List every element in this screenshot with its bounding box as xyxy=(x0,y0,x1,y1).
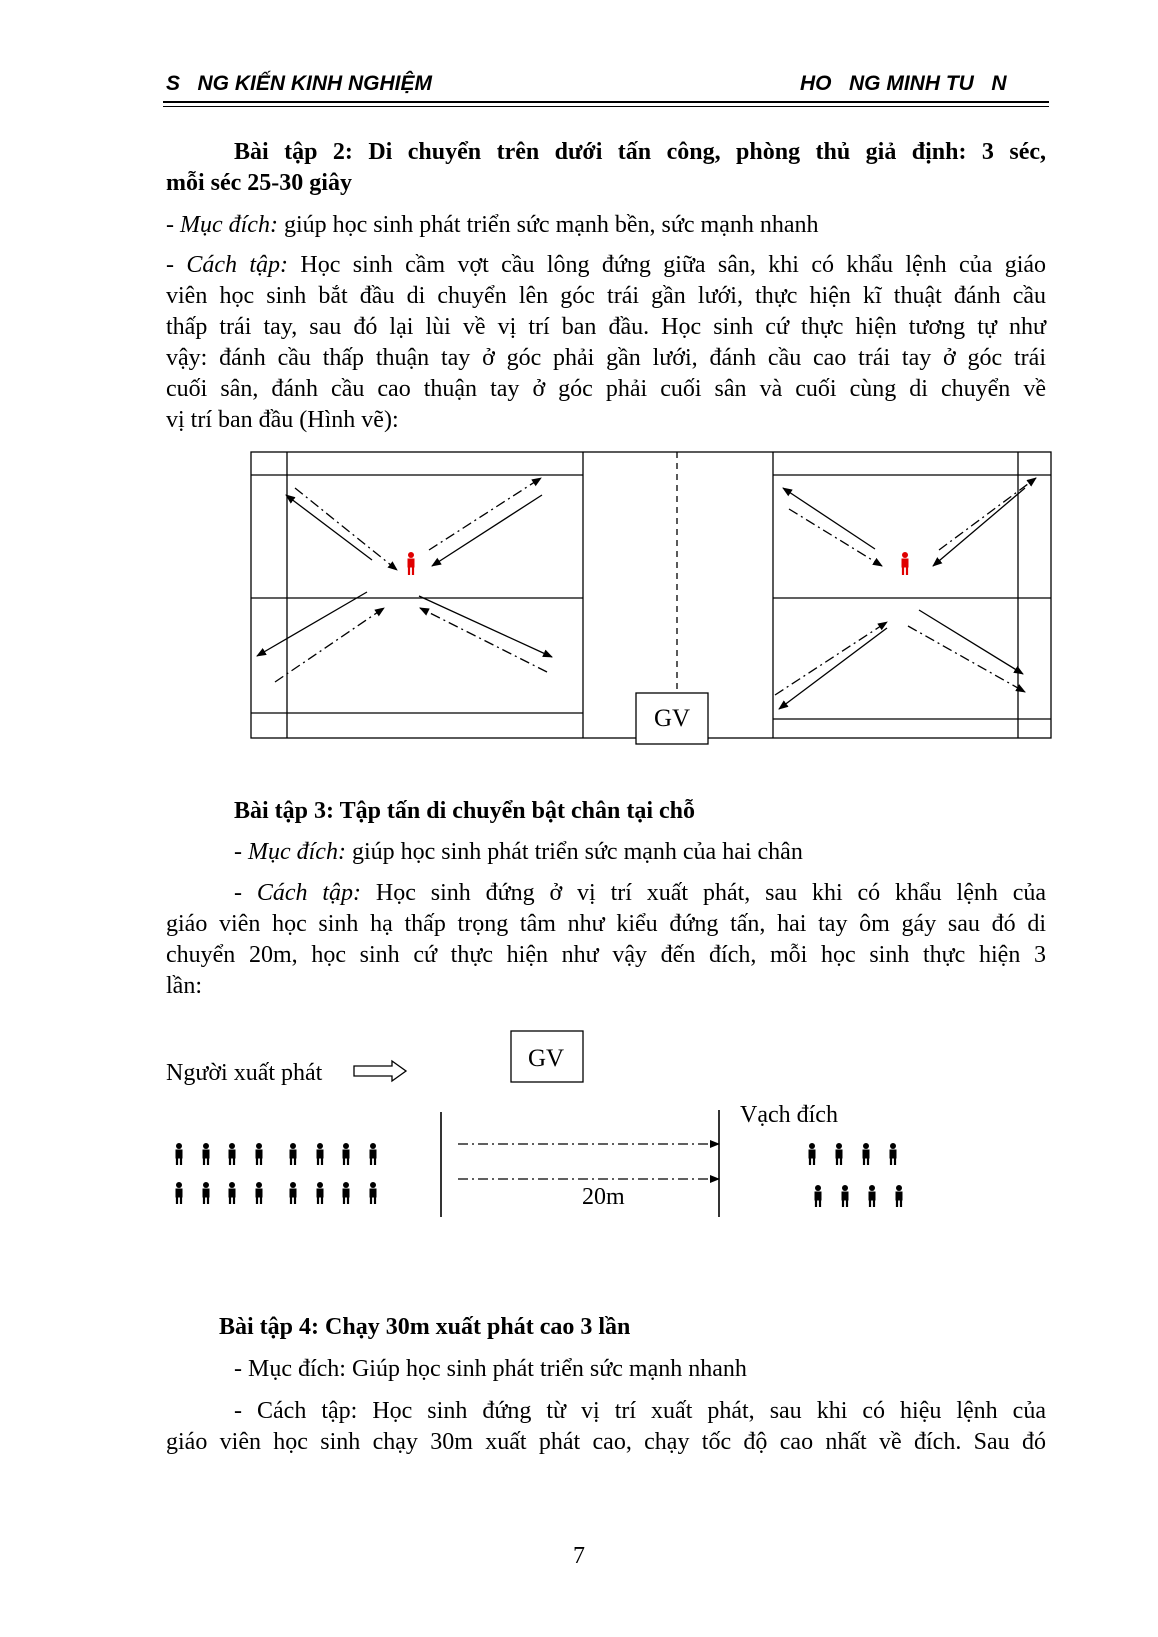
ex2-method-label: - Cách tập: xyxy=(166,252,289,278)
start-label: Người xuất phát xyxy=(166,1060,323,1086)
arrow-solid xyxy=(419,596,552,657)
ex2-method-line5: cuối sân, đánh cầu cao thuận tay ở góc phải cuối sân và cuối cùng di chuyển về xyxy=(166,376,1046,402)
arrow-solid xyxy=(257,592,367,656)
finish-label: Vạch đích xyxy=(740,1102,838,1128)
ex2-method-line3: thấp trái tay, sau đó lại lùi về vị trí ban đầu. Học sinh cứ thực hiện tương tự như xyxy=(166,314,1046,340)
start-arrow-icon xyxy=(354,1061,406,1081)
court-diagram xyxy=(251,452,1051,744)
ex3-title: Bài tập 3: Tập tấn di chuyển bật chân tại chỗ xyxy=(234,798,695,824)
ex2-title-line2: mỗi séc 25-30 giây xyxy=(166,170,352,196)
arrow-dashed xyxy=(789,509,882,566)
ex3-method-text1: Học sinh đứng ở vị trí xuất phát, sau khi có khẩu lệnh của xyxy=(361,880,1047,906)
ex3-method-line3: chuyển 20m, học sinh cứ thực hiện như vậy đến đích, mỗi học sinh thực hiện 3 xyxy=(166,942,1046,968)
ex3-method-label: - Cách tập: xyxy=(234,880,362,906)
arrow-solid xyxy=(783,488,875,549)
arrow-solid xyxy=(933,488,1025,566)
gv-label-2: GV xyxy=(527,1045,565,1072)
ex2-method-line6: vị trí ban đầu (Hình vẽ): xyxy=(166,407,399,433)
arrow-dashed xyxy=(275,608,384,682)
player-icon-left xyxy=(408,552,415,575)
ex2-method-line2: viên học sinh bắt đầu di chuyển lên góc trái gần lưới, thực hiện kĩ thuật đánh cầu xyxy=(166,283,1046,309)
arrow-solid xyxy=(432,495,542,566)
finish-group xyxy=(809,1143,903,1207)
ex3-purpose-label: - Mục đích: xyxy=(234,839,346,865)
arrow-dashed xyxy=(429,478,541,550)
ex2-title-line1: Bài tập 2: Di chuyển trên dưới tấn công, phòng thủ giả định: 3 séc, xyxy=(234,139,1046,165)
ex4-method-line2: giáo viên học sinh chạy 30m xuất phát cao, chạy tốc độ cao nhất về đích. Sau đó xyxy=(166,1429,1046,1455)
arrow-dashed xyxy=(420,608,547,672)
arrow-solid xyxy=(779,628,887,709)
ex2-method-line4: vậy: đánh cầu thấp thuận tay ở góc phải gần lưới, đánh cầu cao trái tay ở góc trái xyxy=(166,345,1046,371)
ex4-purpose: - Mục đích: Giúp học sinh phát triển sức mạnh nhanh xyxy=(234,1356,747,1382)
header-left: S NG KIẾN KINH NGHIỆM xyxy=(166,72,433,95)
arrow-dashed xyxy=(295,488,397,570)
distance-label: 20m xyxy=(582,1184,625,1210)
ex3-purpose-text: giúp học sinh phát triển sức mạnh của hai chân xyxy=(345,839,803,865)
player-icon-right xyxy=(902,552,909,575)
ex4-title: Bài tập 4: Chạy 30m xuất phát cao 3 lần xyxy=(219,1314,631,1340)
arrow-dashed xyxy=(939,478,1036,550)
ex4-method-line1: - Cách tập: Học sinh đứng từ vị trí xuất phát, sau khi có hiệu lệnh của xyxy=(234,1398,1046,1424)
ex2-purpose-label: - Mục đích: xyxy=(166,212,278,238)
arrow-dashed xyxy=(908,626,1025,692)
arrow-solid xyxy=(286,495,372,560)
ex2-method-text1: Học sinh cầm vợt cầu lông đứng giữa sân, khi có khẩu lệnh của giáo xyxy=(288,252,1047,278)
gv-label-1: GV xyxy=(653,705,691,732)
page-number: 7 xyxy=(573,1543,585,1569)
ex3-method-line1 xyxy=(234,878,1046,909)
arrow-solid xyxy=(919,610,1023,674)
header-right: HO NG MINH TU N xyxy=(800,72,1007,95)
ex2-purpose-text: giúp học sinh phát triển sức mạnh bền, sức mạnh nhanh xyxy=(277,212,819,238)
ex3-method-line2: giáo viên học sinh hạ thấp trọng tâm như kiểu đứng tấn, hai tay ôm gáy sau đó di xyxy=(166,911,1046,937)
ex3-purpose xyxy=(234,837,803,868)
start-group xyxy=(176,1143,377,1204)
arrow-dashed xyxy=(775,622,887,695)
ex3-method-line4: lần: xyxy=(166,973,202,999)
